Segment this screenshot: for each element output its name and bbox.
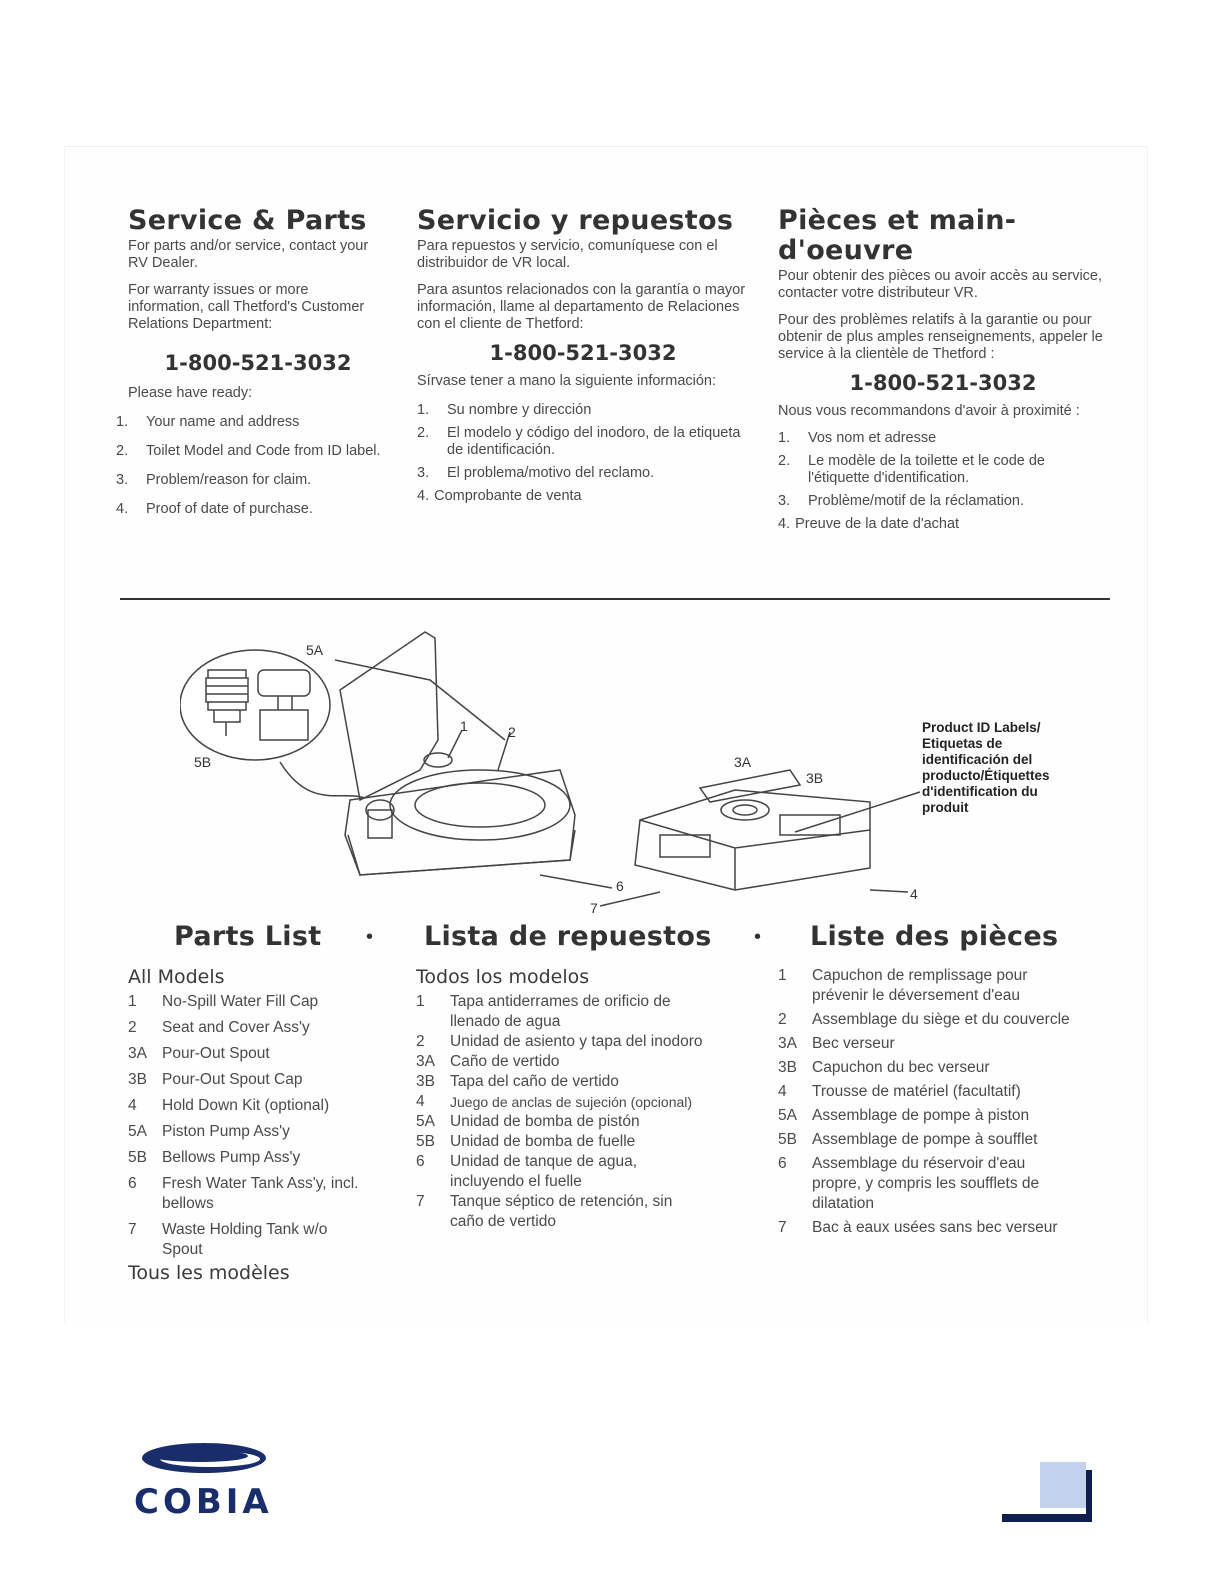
- service-es-column: [417, 206, 749, 505]
- waste-tank-icon: [635, 790, 870, 890]
- list-item: 1 No-Spill Water Fill Cap: [128, 993, 319, 1010]
- list-item: 4 Juego de anclas de sujeción (opcional): [416, 1093, 693, 1110]
- list-item: 5A Assemblage de pompe à piston: [778, 1107, 1030, 1124]
- list-item: 2 Unidad de asiento y tapa del inodoro: [416, 1033, 703, 1050]
- list-item: 1 Capuchon de remplissage pour prévenir le déversement d'eau: [778, 967, 1028, 1004]
- service-es-title: Servicio y repuestos: [417, 205, 734, 236]
- callout-5a: 5A: [306, 642, 324, 658]
- service-en-phone: 1-800-521-3032: [164, 351, 352, 375]
- service-es-list: [417, 402, 749, 505]
- parts-en-column: [128, 966, 378, 1284]
- page-corner-box: [1040, 1462, 1086, 1508]
- list-item: 3A Bec verseur: [778, 1035, 895, 1052]
- service-en-p2: For warranty issues or more information, call Thetford's Customer Relations Department:: [128, 282, 365, 332]
- list-item: 1. Your name and address: [116, 414, 300, 430]
- list-item: 3B Tapa del caño de vertido: [416, 1073, 619, 1090]
- list-item: 6 Fresh Water Tank Ass'y, incl. bellows: [128, 1175, 359, 1212]
- list-item: 1 Tapa antiderrames de orificio de llenado de agua: [416, 993, 671, 1030]
- service-fr-title: Pièces et main-d'oeuvre: [778, 205, 1017, 266]
- service-fr-p2: Pour des problèmes relatifs à la garantie ou pour obtenir de plus amples renseignements, appeler le service à la clientèle de Thetford :: [778, 312, 1103, 362]
- cobia-logo-icon: [134, 1440, 274, 1476]
- parts-en-title: Parts List: [174, 921, 322, 952]
- parts-es-column: [416, 966, 736, 1232]
- callout-2: 2: [508, 724, 516, 740]
- list-item: 3. Problème/motif de la réclamation.: [778, 493, 1024, 509]
- section-divider: [120, 598, 1110, 600]
- service-fr-p1: Pour obtenir des pièces ou avoir accès au service, contacter votre distributeur VR.: [778, 268, 1103, 301]
- parts-es-list: [416, 992, 736, 1232]
- list-item: 5A Piston Pump Ass'y: [128, 1123, 290, 1140]
- parts-fr-list: [778, 966, 1098, 1238]
- service-fr-ready: Nous vous recommandons d'avoir à proximité :: [778, 403, 1080, 419]
- cobia-logo-text: COBIA: [134, 1482, 273, 1522]
- callout-3a: 3A: [734, 754, 752, 770]
- service-es-ready: Sírvase tener a mano la siguiente información:: [417, 373, 717, 389]
- list-item: 2 Assemblage du siège et du couvercle: [778, 1011, 1070, 1028]
- service-es-p2: Para asuntos relacionados con la garantía o mayor información, llame al departamento de Relaciones con el cliente de Thetford:: [417, 282, 746, 332]
- parts-en-footer: Tous les modèles: [128, 1262, 290, 1284]
- product-id-label-callout: Product ID Labels/ Etiquetas de identificación del producto/Étiquettes d'identification du produit: [922, 720, 1050, 815]
- list-item: 1. Vos nom et adresse: [778, 430, 937, 446]
- list-item: 3. Problem/reason for claim.: [116, 472, 312, 488]
- service-fr-phone: 1-800-521-3032: [849, 371, 1037, 395]
- list-item: 4. Proof of date of purchase.: [116, 501, 313, 517]
- heading-bullet: •: [754, 926, 762, 948]
- list-item: 4. Comprobante de venta: [417, 488, 582, 504]
- list-item: 4. Preuve de la date d'achat: [778, 516, 960, 532]
- toilet-diagram: [180, 620, 940, 920]
- list-item: 4 Trousse de matériel (facultatif): [778, 1083, 1021, 1100]
- list-item: 7 Bac à eaux usées sans bec verseur: [778, 1219, 1058, 1236]
- parts-es-title: Lista de repuestos: [424, 921, 712, 952]
- list-item: 7 Waste Holding Tank w/o Spout: [128, 1221, 328, 1258]
- list-item: 2 Seat and Cover Ass'y: [128, 1019, 310, 1036]
- list-item: 3. El problema/motivo del reclamo.: [417, 465, 655, 481]
- list-item: 3B Pour-Out Spout Cap: [128, 1071, 303, 1088]
- list-item: 5B Assemblage de pompe à soufflet: [778, 1131, 1038, 1148]
- callout-7: 7: [590, 900, 598, 916]
- list-item: 4 Hold Down Kit (optional): [128, 1097, 330, 1114]
- callout-4: 4: [910, 886, 918, 902]
- toilet-lid-icon: [340, 632, 438, 800]
- parts-en-list: [128, 992, 378, 1260]
- pump-detail-circle: [180, 650, 330, 760]
- parts-en-subtitle: All Models: [128, 966, 225, 988]
- page-corner-rule: [1002, 1514, 1092, 1522]
- service-en-list: [116, 414, 388, 518]
- list-item: 5A Unidad de bomba de pistón: [416, 1113, 640, 1130]
- service-en-p1: For parts and/or service, contact your RV Dealer.: [128, 238, 369, 271]
- list-item: 7 Tanque séptico de retención, sin caño de vertido: [416, 1193, 673, 1230]
- list-item: 3B Capuchon du bec verseur: [778, 1059, 990, 1076]
- callout-5b: 5B: [194, 754, 212, 770]
- parts-es-subtitle: Todos los modelos: [416, 966, 590, 988]
- callout-1: 1: [460, 718, 468, 734]
- list-item: 5B Bellows Pump Ass'y: [128, 1149, 301, 1166]
- list-item: 3A Caño de vertido: [416, 1053, 560, 1070]
- heading-bullet: •: [366, 926, 374, 948]
- list-item: 2. El modelo y código del inodoro, de la etiqueta de identificación.: [417, 425, 741, 458]
- service-fr-column: [778, 206, 1108, 533]
- parts-fr-title: Liste des pièces: [810, 921, 1059, 952]
- callout-6: 6: [616, 878, 624, 894]
- service-fr-list: [778, 430, 1108, 533]
- list-item: 3A Pour-Out Spout: [128, 1045, 270, 1062]
- list-item: 2. Le modèle de la toilette et le code de l'étiquette d'identification.: [778, 453, 1045, 486]
- parts-fr-column: [778, 966, 1098, 1238]
- service-es-p1: Para repuestos y servicio, comuníquese con el distribuidor de VR local.: [417, 238, 718, 271]
- list-item: 6 Unidad de tanque de agua, incluyendo el fuelle: [416, 1153, 638, 1190]
- service-es-phone: 1-800-521-3032: [489, 341, 677, 365]
- service-en-title: Service & Parts: [128, 205, 367, 236]
- callout-3b: 3B: [806, 770, 824, 786]
- service-en-ready: Please have ready:: [128, 385, 253, 401]
- list-item: 6 Assemblage du réservoir d'eau propre, y compris les soufflets de dilatation: [778, 1155, 1040, 1212]
- list-item: 1. Su nombre y dirección: [417, 402, 592, 418]
- list-item: 2. Toilet Model and Code from ID label.: [116, 443, 381, 459]
- service-en-column: [116, 205, 388, 518]
- list-item: 5B Unidad de bomba de fuelle: [416, 1133, 636, 1150]
